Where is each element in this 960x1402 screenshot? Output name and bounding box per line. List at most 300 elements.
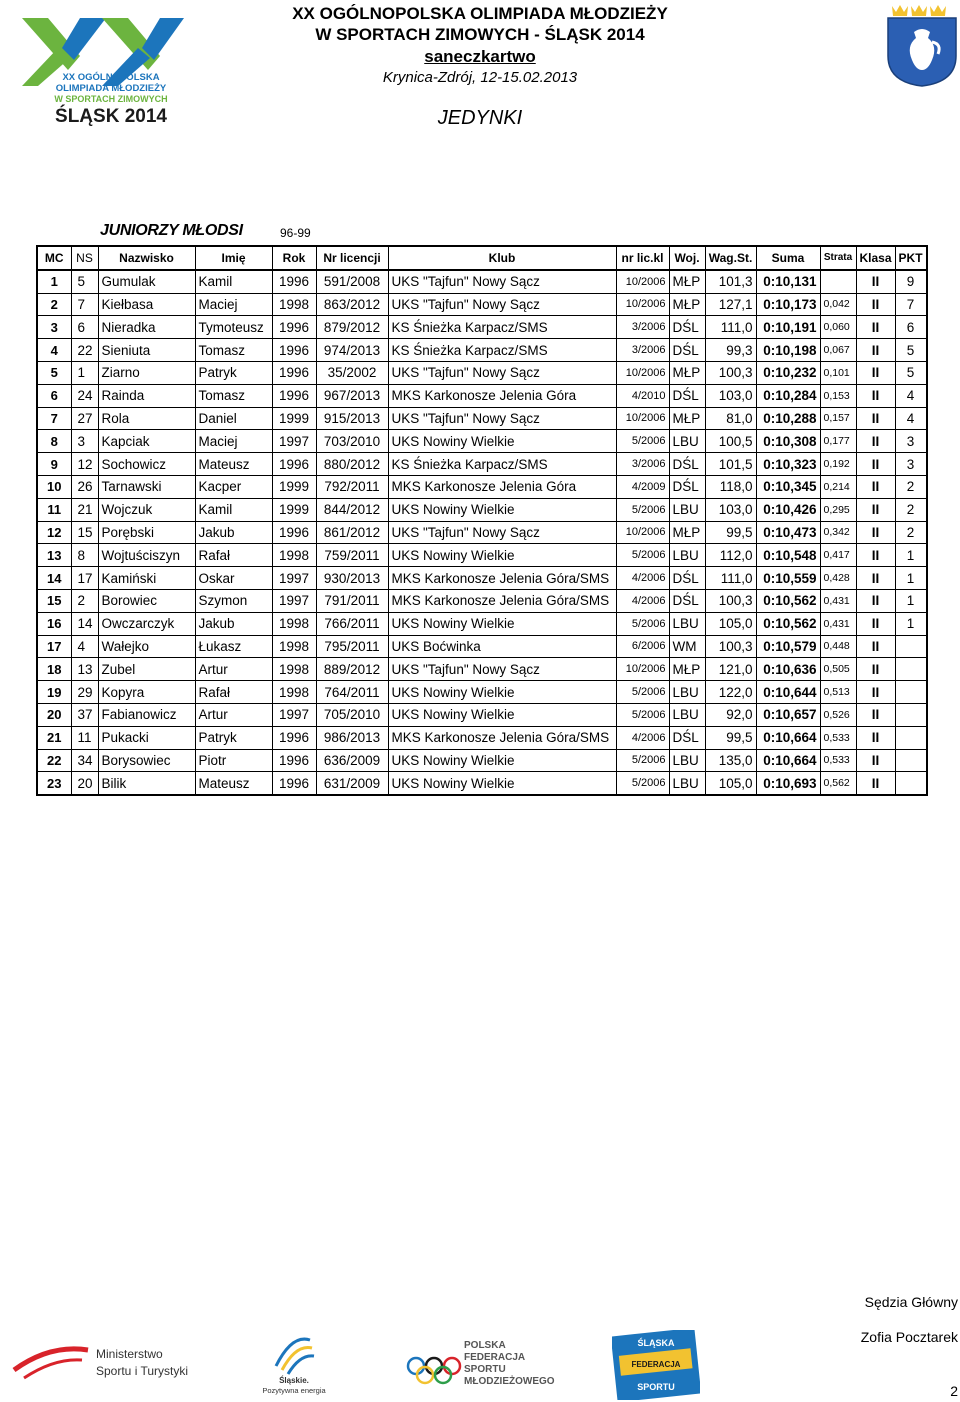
first-name-cell: Oskar bbox=[195, 567, 272, 590]
club-cell: KS Śnieżka Karpacz/SMS bbox=[388, 339, 616, 362]
start-number-cell: 24 bbox=[71, 384, 98, 407]
table-header-row bbox=[37, 246, 927, 270]
voivodeship-cell: LBU bbox=[669, 749, 705, 772]
place-cell: 10 bbox=[37, 475, 71, 498]
place-cell: 13 bbox=[37, 544, 71, 567]
silesia-line1: Śląskie. bbox=[279, 1376, 309, 1385]
place-cell: 21 bbox=[37, 726, 71, 749]
points-cell: 1 bbox=[895, 544, 927, 567]
voivodeship-cell: LBU bbox=[669, 612, 705, 635]
time-loss-cell: 0,101 bbox=[820, 361, 856, 384]
weight-cell: 81,0 bbox=[705, 407, 756, 430]
club-license-cell: 5/2006 bbox=[616, 681, 669, 704]
time-loss-cell: 0,214 bbox=[820, 475, 856, 498]
club-license-cell: 3/2006 bbox=[616, 316, 669, 339]
weight-cell: 100,5 bbox=[705, 430, 756, 453]
logo-text-3: W SPORTACH ZIMOWYCH bbox=[54, 94, 168, 104]
total-time-cell: 0:10,579 bbox=[756, 635, 820, 658]
table-row bbox=[37, 407, 927, 430]
class-cell: II bbox=[856, 521, 895, 544]
club-license-cell: 4/2009 bbox=[616, 475, 669, 498]
time-loss-cell: 0,177 bbox=[820, 430, 856, 453]
time-loss-cell: 0,448 bbox=[820, 635, 856, 658]
club-cell: MKS Karkonosze Jelenia Góra/SMS bbox=[388, 726, 616, 749]
table-row bbox=[37, 361, 927, 384]
class-cell: II bbox=[856, 635, 895, 658]
points-cell: 5 bbox=[895, 339, 927, 362]
license-cell: 879/2012 bbox=[316, 316, 388, 339]
birth-year-cell: 1998 bbox=[272, 612, 316, 635]
krynica-crest-icon bbox=[884, 2, 960, 88]
start-number-cell: 37 bbox=[71, 703, 98, 726]
first-name-cell: Kamil bbox=[195, 270, 272, 293]
time-loss-cell: 0,513 bbox=[820, 681, 856, 704]
class-cell: II bbox=[856, 475, 895, 498]
place-cell: 16 bbox=[37, 612, 71, 635]
points-cell: 1 bbox=[895, 612, 927, 635]
place-cell: 23 bbox=[37, 772, 71, 795]
club-cell: UKS "Tajfun" Nowy Sącz bbox=[388, 361, 616, 384]
club-cell: UKS "Tajfun" Nowy Sącz bbox=[388, 521, 616, 544]
table-row bbox=[37, 475, 927, 498]
license-cell: 889/2012 bbox=[316, 658, 388, 681]
surname-cell: Zubel bbox=[98, 658, 195, 681]
place-cell: 9 bbox=[37, 453, 71, 476]
club-cell: UKS "Tajfun" Nowy Sącz bbox=[388, 407, 616, 430]
total-time-cell: 0:10,693 bbox=[756, 772, 820, 795]
club-cell: MKS Karkonosze Jelenia Góra bbox=[388, 475, 616, 498]
birth-year-cell: 1996 bbox=[272, 726, 316, 749]
col-header-points: PKT bbox=[895, 246, 927, 270]
surname-cell: Kopyra bbox=[98, 681, 195, 704]
club-cell: UKS Nowiny Wielkie bbox=[388, 749, 616, 772]
club-cell: UKS Nowiny Wielkie bbox=[388, 772, 616, 795]
voivodeship-cell: DŚL bbox=[669, 567, 705, 590]
voivodeship-cell: DŚL bbox=[669, 453, 705, 476]
ministry-line2: Sportu i Turystyki bbox=[96, 1364, 189, 1378]
birth-year-cell: 1997 bbox=[272, 703, 316, 726]
club-license-cell: 10/2006 bbox=[616, 270, 669, 293]
surname-cell: Nieradka bbox=[98, 316, 195, 339]
polish-youth-sport-federation-logo bbox=[404, 1330, 564, 1392]
voivodeship-cell: LBU bbox=[669, 544, 705, 567]
first-name-cell: Artur bbox=[195, 703, 272, 726]
first-name-cell: Rafał bbox=[195, 544, 272, 567]
start-number-cell: 13 bbox=[71, 658, 98, 681]
logo-text-1: XX OGÓLNOPOLSKA bbox=[62, 72, 160, 83]
table-row bbox=[37, 726, 927, 749]
voivodeship-cell: DŚL bbox=[669, 475, 705, 498]
voivodeship-cell: LBU bbox=[669, 681, 705, 704]
voivodeship-cell: LBU bbox=[669, 430, 705, 453]
weight-cell: 121,0 bbox=[705, 658, 756, 681]
points-cell: 2 bbox=[895, 498, 927, 521]
club-license-cell: 5/2006 bbox=[616, 749, 669, 772]
time-loss-cell: 0,428 bbox=[820, 567, 856, 590]
start-number-cell: 11 bbox=[71, 726, 98, 749]
first-name-cell: Kamil bbox=[195, 498, 272, 521]
license-cell: 636/2009 bbox=[316, 749, 388, 772]
start-number-cell: 12 bbox=[71, 453, 98, 476]
points-cell: 1 bbox=[895, 589, 927, 612]
first-name-cell: Kacper bbox=[195, 475, 272, 498]
col-header-mc: MC bbox=[37, 246, 71, 270]
license-cell: 844/2012 bbox=[316, 498, 388, 521]
time-loss-cell: 0,157 bbox=[820, 407, 856, 430]
club-license-cell: 5/2006 bbox=[616, 498, 669, 521]
table-row bbox=[37, 681, 927, 704]
first-name-cell: Jakub bbox=[195, 521, 272, 544]
weight-cell: 100,3 bbox=[705, 635, 756, 658]
table-row bbox=[37, 339, 927, 362]
place-cell: 14 bbox=[37, 567, 71, 590]
total-time-cell: 0:10,131 bbox=[756, 270, 820, 293]
points-cell bbox=[895, 703, 927, 726]
place-cell: 17 bbox=[37, 635, 71, 658]
table-row bbox=[37, 612, 927, 635]
class-cell: II bbox=[856, 749, 895, 772]
first-name-cell: Rafał bbox=[195, 681, 272, 704]
surname-cell: Borysowiec bbox=[98, 749, 195, 772]
table-row bbox=[37, 589, 927, 612]
voivodeship-cell: MŁP bbox=[669, 658, 705, 681]
license-cell: 861/2012 bbox=[316, 521, 388, 544]
category-title: JUNIORZY MŁODSI bbox=[100, 222, 243, 239]
surname-cell: Owczarczyk bbox=[98, 612, 195, 635]
club-cell: KS Śnieżka Karpacz/SMS bbox=[388, 453, 616, 476]
pfsm-line2: FEDERACJA bbox=[464, 1352, 526, 1363]
results-table bbox=[36, 245, 928, 796]
place-cell: 22 bbox=[37, 749, 71, 772]
weight-cell: 105,0 bbox=[705, 772, 756, 795]
weight-cell: 111,0 bbox=[705, 316, 756, 339]
olympiad-logo bbox=[18, 14, 204, 126]
start-number-cell: 20 bbox=[71, 772, 98, 795]
points-cell: 7 bbox=[895, 293, 927, 316]
birth-year-cell: 1996 bbox=[272, 316, 316, 339]
weight-cell: 127,1 bbox=[705, 293, 756, 316]
points-cell: 3 bbox=[895, 453, 927, 476]
total-time-cell: 0:10,288 bbox=[756, 407, 820, 430]
event-subtitle: W SPORTACH ZIMOWYCH - ŚLĄSK 2014 bbox=[315, 25, 645, 44]
table-row bbox=[37, 316, 927, 339]
time-loss-cell: 0,533 bbox=[820, 726, 856, 749]
club-license-cell: 4/2006 bbox=[616, 567, 669, 590]
class-cell: II bbox=[856, 544, 895, 567]
license-cell: 792/2011 bbox=[316, 475, 388, 498]
total-time-cell: 0:10,191 bbox=[756, 316, 820, 339]
points-cell: 2 bbox=[895, 521, 927, 544]
birth-year-cell: 1998 bbox=[272, 681, 316, 704]
first-name-cell: Maciej bbox=[195, 293, 272, 316]
total-time-cell: 0:10,636 bbox=[756, 658, 820, 681]
start-number-cell: 4 bbox=[71, 635, 98, 658]
place-cell: 6 bbox=[37, 384, 71, 407]
time-loss-cell: 0,417 bbox=[820, 544, 856, 567]
first-name-cell: Jakub bbox=[195, 612, 272, 635]
chief-judge-name: Zofia Pocztarek bbox=[860, 1329, 958, 1345]
license-cell: 795/2011 bbox=[316, 635, 388, 658]
license-cell: 930/2013 bbox=[316, 567, 388, 590]
club-cell: UKS Nowiny Wielkie bbox=[388, 544, 616, 567]
voivodeship-cell: MŁP bbox=[669, 521, 705, 544]
time-loss-cell: 0,192 bbox=[820, 453, 856, 476]
weight-cell: 105,0 bbox=[705, 612, 756, 635]
class-cell: II bbox=[856, 407, 895, 430]
club-license-cell: 5/2006 bbox=[616, 612, 669, 635]
place-cell: 5 bbox=[37, 361, 71, 384]
surname-cell: Wojtuściszyn bbox=[98, 544, 195, 567]
chief-judge-title: Sędzia Główny bbox=[864, 1294, 958, 1310]
first-name-cell: Tymoteusz bbox=[195, 316, 272, 339]
surname-cell: Wałejko bbox=[98, 635, 195, 658]
first-name-cell: Tomasz bbox=[195, 339, 272, 362]
page-number: 2 bbox=[950, 1383, 958, 1399]
club-license-cell: 10/2006 bbox=[616, 407, 669, 430]
start-number-cell: 22 bbox=[71, 339, 98, 362]
total-time-cell: 0:10,173 bbox=[756, 293, 820, 316]
event-title: XX OGÓLNOPOLSKA OLIMPIADA MŁODZIEŻY bbox=[292, 4, 668, 23]
time-loss-cell: 0,153 bbox=[820, 384, 856, 407]
surname-cell: Sieniuta bbox=[98, 339, 195, 362]
points-cell: 5 bbox=[895, 361, 927, 384]
weight-cell: 101,5 bbox=[705, 453, 756, 476]
start-number-cell: 26 bbox=[71, 475, 98, 498]
pfsm-line3: SPORTU bbox=[464, 1364, 506, 1375]
license-cell: 863/2012 bbox=[316, 293, 388, 316]
license-cell: 705/2010 bbox=[316, 703, 388, 726]
event-location-date: Krynica-Zdrój, 12-15.02.2013 bbox=[382, 69, 578, 86]
table-row bbox=[37, 498, 927, 521]
club-cell: UKS "Tajfun" Nowy Sącz bbox=[388, 293, 616, 316]
start-number-cell: 5 bbox=[71, 270, 98, 293]
club-license-cell: 4/2006 bbox=[616, 726, 669, 749]
points-cell: 9 bbox=[895, 270, 927, 293]
club-license-cell: 5/2006 bbox=[616, 430, 669, 453]
class-cell: II bbox=[856, 453, 895, 476]
table-row bbox=[37, 430, 927, 453]
license-cell: 974/2013 bbox=[316, 339, 388, 362]
total-time-cell: 0:10,664 bbox=[756, 749, 820, 772]
points-cell: 1 bbox=[895, 567, 927, 590]
ministry-of-sport-logo bbox=[10, 1330, 210, 1392]
class-cell: II bbox=[856, 567, 895, 590]
birth-year-cell: 1999 bbox=[272, 407, 316, 430]
total-time-cell: 0:10,664 bbox=[756, 726, 820, 749]
weight-cell: 118,0 bbox=[705, 475, 756, 498]
points-cell bbox=[895, 749, 927, 772]
place-cell: 3 bbox=[37, 316, 71, 339]
license-cell: 915/2013 bbox=[316, 407, 388, 430]
table-row bbox=[37, 703, 927, 726]
table-row bbox=[37, 544, 927, 567]
place-cell: 11 bbox=[37, 498, 71, 521]
license-cell: 766/2011 bbox=[316, 612, 388, 635]
category-years: 96-99 bbox=[280, 226, 311, 240]
place-cell: 2 bbox=[37, 293, 71, 316]
weight-cell: 135,0 bbox=[705, 749, 756, 772]
total-time-cell: 0:10,644 bbox=[756, 681, 820, 704]
class-cell: II bbox=[856, 498, 895, 521]
table-row bbox=[37, 567, 927, 590]
surname-cell: Rola bbox=[98, 407, 195, 430]
time-loss-cell: 0,533 bbox=[820, 749, 856, 772]
weight-cell: 103,0 bbox=[705, 498, 756, 521]
club-license-cell: 5/2006 bbox=[616, 772, 669, 795]
ssf-line3: SPORTU bbox=[637, 1382, 675, 1392]
license-cell: 591/2008 bbox=[316, 270, 388, 293]
club-cell: MKS Karkonosze Jelenia Góra/SMS bbox=[388, 567, 616, 590]
points-cell bbox=[895, 658, 927, 681]
license-cell: 759/2011 bbox=[316, 544, 388, 567]
total-time-cell: 0:10,232 bbox=[756, 361, 820, 384]
class-cell: II bbox=[856, 658, 895, 681]
weight-cell: 99,5 bbox=[705, 521, 756, 544]
time-loss-cell: 0,067 bbox=[820, 339, 856, 362]
class-cell: II bbox=[856, 430, 895, 453]
birth-year-cell: 1998 bbox=[272, 293, 316, 316]
time-loss-cell: 0,042 bbox=[820, 293, 856, 316]
license-cell: 791/2011 bbox=[316, 589, 388, 612]
col-header-sum: Suma bbox=[756, 246, 820, 270]
voivodeship-cell: MŁP bbox=[669, 407, 705, 430]
first-name-cell: Patryk bbox=[195, 726, 272, 749]
ministry-line1: Ministerstwo bbox=[96, 1347, 163, 1361]
weight-cell: 101,3 bbox=[705, 270, 756, 293]
club-cell: MKS Karkonosze Jelenia Góra/SMS bbox=[388, 589, 616, 612]
weight-cell: 112,0 bbox=[705, 544, 756, 567]
total-time-cell: 0:10,562 bbox=[756, 612, 820, 635]
col-header-weight: Wag.St. bbox=[705, 246, 756, 270]
table-row bbox=[37, 521, 927, 544]
club-license-cell: 4/2010 bbox=[616, 384, 669, 407]
silesia-line2: Pozytywna energia bbox=[262, 1386, 326, 1395]
club-cell: UKS Nowiny Wielkie bbox=[388, 430, 616, 453]
club-license-cell: 10/2006 bbox=[616, 658, 669, 681]
surname-cell: Ziarno bbox=[98, 361, 195, 384]
club-license-cell: 5/2006 bbox=[616, 703, 669, 726]
discipline: saneczkartwo bbox=[424, 47, 536, 66]
license-cell: 986/2013 bbox=[316, 726, 388, 749]
place-cell: 15 bbox=[37, 589, 71, 612]
col-header-club-license: nr lic.kl bbox=[616, 246, 669, 270]
start-number-cell: 29 bbox=[71, 681, 98, 704]
total-time-cell: 0:10,559 bbox=[756, 567, 820, 590]
start-number-cell: 1 bbox=[71, 361, 98, 384]
time-loss-cell: 0,060 bbox=[820, 316, 856, 339]
col-header-loss: Strata bbox=[820, 246, 856, 270]
club-license-cell: 10/2006 bbox=[616, 293, 669, 316]
class-cell: II bbox=[856, 681, 895, 704]
col-header-license: Nr licencji bbox=[316, 246, 388, 270]
place-cell: 1 bbox=[37, 270, 71, 293]
class-cell: II bbox=[856, 726, 895, 749]
birth-year-cell: 1996 bbox=[272, 384, 316, 407]
voivodeship-cell: LBU bbox=[669, 703, 705, 726]
table-row bbox=[37, 635, 927, 658]
total-time-cell: 0:10,562 bbox=[756, 589, 820, 612]
surname-cell: Tarnawski bbox=[98, 475, 195, 498]
club-license-cell: 4/2006 bbox=[616, 589, 669, 612]
start-number-cell: 27 bbox=[71, 407, 98, 430]
voivodeship-cell: MŁP bbox=[669, 293, 705, 316]
class-cell: II bbox=[856, 703, 895, 726]
license-cell: 880/2012 bbox=[316, 453, 388, 476]
class-cell: II bbox=[856, 316, 895, 339]
total-time-cell: 0:10,308 bbox=[756, 430, 820, 453]
voivodeship-cell: DŚL bbox=[669, 384, 705, 407]
club-cell: KS Śnieżka Karpacz/SMS bbox=[388, 316, 616, 339]
weight-cell: 122,0 bbox=[705, 681, 756, 704]
start-number-cell: 17 bbox=[71, 567, 98, 590]
surname-cell: Pukacki bbox=[98, 726, 195, 749]
place-cell: 18 bbox=[37, 658, 71, 681]
voivodeship-cell: WM bbox=[669, 635, 705, 658]
start-number-cell: 6 bbox=[71, 316, 98, 339]
weight-cell: 100,3 bbox=[705, 361, 756, 384]
time-loss-cell: 0,505 bbox=[820, 658, 856, 681]
total-time-cell: 0:10,345 bbox=[756, 475, 820, 498]
weight-cell: 111,0 bbox=[705, 567, 756, 590]
time-loss-cell: 0,562 bbox=[820, 772, 856, 795]
license-cell: 35/2002 bbox=[316, 361, 388, 384]
points-cell bbox=[895, 726, 927, 749]
ssf-line1: ŚLĄSKA bbox=[637, 1338, 675, 1348]
surname-cell: Bilik bbox=[98, 772, 195, 795]
birth-year-cell: 1996 bbox=[272, 361, 316, 384]
table-row bbox=[37, 270, 927, 293]
voivodeship-cell: LBU bbox=[669, 772, 705, 795]
start-number-cell: 15 bbox=[71, 521, 98, 544]
points-cell: 4 bbox=[895, 384, 927, 407]
points-cell bbox=[895, 681, 927, 704]
club-cell: UKS Nowiny Wielkie bbox=[388, 703, 616, 726]
first-name-cell: Mateusz bbox=[195, 772, 272, 795]
first-name-cell: Szymon bbox=[195, 589, 272, 612]
first-name-cell: Maciej bbox=[195, 430, 272, 453]
logo-text-2: OLIMPIADA MŁODZIEŻY bbox=[55, 83, 167, 94]
surname-cell: Borowiec bbox=[98, 589, 195, 612]
total-time-cell: 0:10,426 bbox=[756, 498, 820, 521]
place-cell: 12 bbox=[37, 521, 71, 544]
club-license-cell: 10/2006 bbox=[616, 521, 669, 544]
col-header-voivodeship: Woj. bbox=[669, 246, 705, 270]
weight-cell: 99,3 bbox=[705, 339, 756, 362]
birth-year-cell: 1998 bbox=[272, 658, 316, 681]
time-loss-cell: 0,431 bbox=[820, 612, 856, 635]
points-cell bbox=[895, 772, 927, 795]
birth-year-cell: 1998 bbox=[272, 544, 316, 567]
col-header-surname: Nazwisko bbox=[98, 246, 195, 270]
club-license-cell: 5/2006 bbox=[616, 544, 669, 567]
pfsm-line1: POLSKA bbox=[464, 1340, 506, 1351]
surname-cell: Rainda bbox=[98, 384, 195, 407]
birth-year-cell: 1999 bbox=[272, 475, 316, 498]
points-cell: 3 bbox=[895, 430, 927, 453]
voivodeship-cell: DŚL bbox=[669, 726, 705, 749]
weight-cell: 92,0 bbox=[705, 703, 756, 726]
table-row bbox=[37, 749, 927, 772]
birth-year-cell: 1996 bbox=[272, 453, 316, 476]
surname-cell: Kapciak bbox=[98, 430, 195, 453]
place-cell: 19 bbox=[37, 681, 71, 704]
place-cell: 7 bbox=[37, 407, 71, 430]
class-cell: II bbox=[856, 589, 895, 612]
club-cell: UKS "Tajfun" Nowy Sącz bbox=[388, 270, 616, 293]
total-time-cell: 0:10,548 bbox=[756, 544, 820, 567]
birth-year-cell: 1999 bbox=[272, 498, 316, 521]
table-row bbox=[37, 384, 927, 407]
